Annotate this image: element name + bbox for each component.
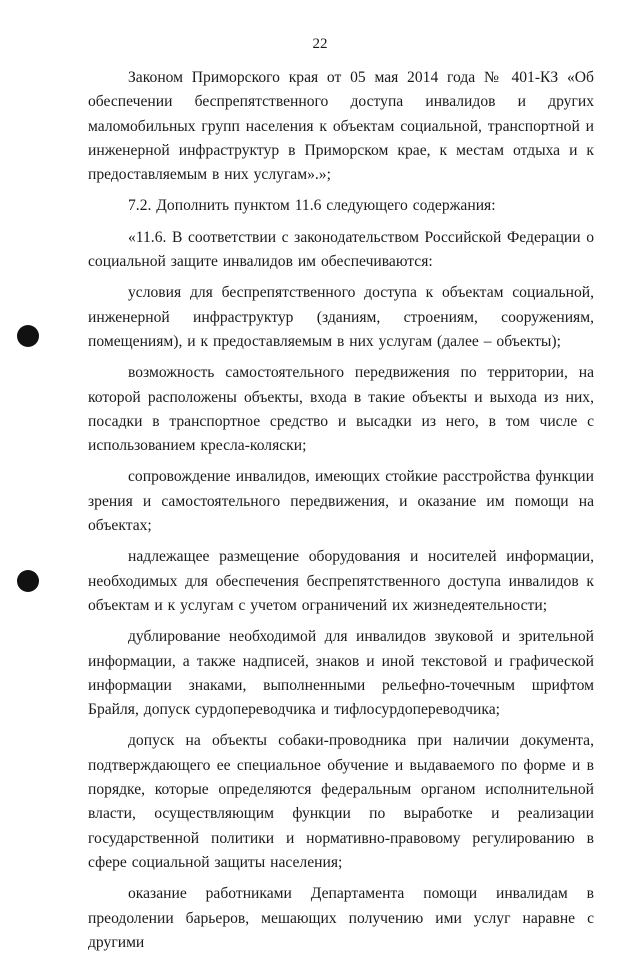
paragraph-escort: сопровождение инвалидов, имеющих стойкие расстройства функции зрения и самостоятельного передвижения, и оказание им помощи на объектах; <box>88 468 594 535</box>
paragraph-guide-dog: допуск на объекты собаки-проводника при наличии документа, подтверждающего ее специальное обучение и выдаваемого по форме и в порядке, которые определяются федеральным органом исполнительной власти, осуществляющим функции по выработке и реализации государственной политики и нормативно-правовому регулированию в сфере социальной защиты населения; <box>88 732 594 871</box>
paragraph-amendment-7-2: 7.2. Дополнить пунктом 11.6 следующего содержания: <box>128 197 496 215</box>
paragraph-law-reference: Законом Приморского края от 05 мая 2014 года № 401-КЗ «Об обеспечении беспрепятственного доступа инвалидов и других маломобильных групп населения к объектам социальной, транспортной и инженерной инфраструктур в Приморском крае, к местам отдыха и к предоставляемым в них услугам».»; <box>88 69 594 184</box>
paragraph-staff-assistance: оказание работниками Департамента помощи инвалидам в преодолении барьеров, мешающих получению ими услуг наравне с другими <box>88 885 594 951</box>
paragraph-clause-11-6: «11.6. В соответствии с законодательством Российской Федерации о социальной защите инвалидов им обеспечиваются: <box>88 228 594 271</box>
paragraph-access-conditions: условия для беспрепятственного доступа к объектам социальной, инженерной инфраструктур (зданиям, строениям, сооружениям, помещениям), и к предоставляемым в них услугам (далее – объекты); <box>88 284 594 350</box>
document-body <box>88 66 594 962</box>
page-number: 22 <box>312 36 328 52</box>
punch-hole-mark <box>17 325 39 347</box>
paragraph-equipment-placement: надлежащее размещение оборудования и носителей информации, необходимых для обеспечения беспрепятственного доступа инвалидов к объектам и к услугам с учетом ограничений их жизнедеятельности; <box>88 548 594 614</box>
paragraph-information-duplication: дублирование необходимой для инвалидов звуковой и зрительной информации, а также надписей, знаков и иной текстовой и графической информации знаками, выполненными рельефно-точечным шрифтом Брайля, допуск сурдопереводчика и тифлосурдопереводчика; <box>88 628 594 719</box>
punch-hole-mark <box>17 570 39 592</box>
paragraph-independent-movement: возможность самостоятельного передвижения по территории, на которой расположены объекты, входа в такие объекты и выхода из них, посадки в транспортное средство и высадки из него, в том числе с использованием кресла-коляски; <box>88 364 594 455</box>
